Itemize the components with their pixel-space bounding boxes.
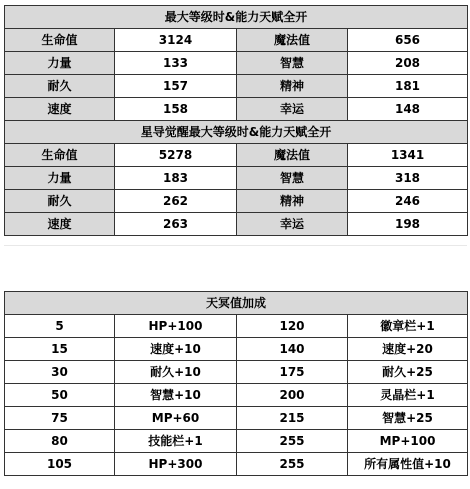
table-row xyxy=(5,384,468,407)
bonus-value: 速度+20 xyxy=(348,338,468,361)
threshold-value: 75 xyxy=(5,407,115,430)
stat-label: 生命值 xyxy=(5,144,115,167)
stat-value: 656 xyxy=(348,29,468,52)
stat-label: 智慧 xyxy=(237,52,348,75)
stat-label: 速度 xyxy=(5,98,115,121)
stat-label: 幸运 xyxy=(237,98,348,121)
table-row xyxy=(5,167,468,190)
table-row xyxy=(5,29,468,52)
threshold-value: 50 xyxy=(5,384,115,407)
stat-label: 幸运 xyxy=(237,213,348,236)
table-row xyxy=(5,453,468,476)
stat-value: 198 xyxy=(348,213,468,236)
bonus-value: 速度+10 xyxy=(115,338,237,361)
header-cell: 星导觉醒最大等级时&能力天赋全开 xyxy=(5,121,468,144)
tianming-bonus-table xyxy=(4,291,468,476)
bonus-value: 徽章栏+1 xyxy=(348,315,468,338)
table-row xyxy=(5,190,468,213)
stat-value: 318 xyxy=(348,167,468,190)
stat-value: 262 xyxy=(115,190,237,213)
stat-value: 3124 xyxy=(115,29,237,52)
bonus-value: 技能栏+1 xyxy=(115,430,237,453)
bonus-value: MP+100 xyxy=(348,430,468,453)
stat-label: 力量 xyxy=(5,167,115,190)
threshold-value: 255 xyxy=(237,430,348,453)
stat-label: 魔法值 xyxy=(237,29,348,52)
bonus-value: 智慧+25 xyxy=(348,407,468,430)
stat-value: 1341 xyxy=(348,144,468,167)
threshold-value: 80 xyxy=(5,430,115,453)
bonus-value: 灵晶栏+1 xyxy=(348,384,468,407)
table-row xyxy=(5,98,468,121)
stat-label: 精神 xyxy=(237,190,348,213)
header-cell: 天冥值加成 xyxy=(5,292,468,315)
threshold-value: 140 xyxy=(237,338,348,361)
stat-value: 133 xyxy=(115,52,237,75)
threshold-value: 175 xyxy=(237,361,348,384)
bonus-value: 耐久+10 xyxy=(115,361,237,384)
table-row xyxy=(5,430,468,453)
threshold-value: 15 xyxy=(5,338,115,361)
bonus-value: 智慧+10 xyxy=(115,384,237,407)
stat-value: 148 xyxy=(348,98,468,121)
stat-value: 263 xyxy=(115,213,237,236)
table-row xyxy=(5,52,468,75)
stat-label: 速度 xyxy=(5,213,115,236)
stat-value: 181 xyxy=(348,75,468,98)
stat-label: 智慧 xyxy=(237,167,348,190)
threshold-value: 215 xyxy=(237,407,348,430)
table-row xyxy=(5,315,468,338)
section-header-max-level xyxy=(5,6,468,29)
table-row xyxy=(5,361,468,384)
stat-value: 158 xyxy=(115,98,237,121)
bonus-value: HP+100 xyxy=(115,315,237,338)
bonus-value: 所有属性值+10 xyxy=(348,453,468,476)
table-row xyxy=(5,407,468,430)
bonus-value: HP+300 xyxy=(115,453,237,476)
threshold-value: 30 xyxy=(5,361,115,384)
section-header-star-awakening xyxy=(5,121,468,144)
stat-value: 5278 xyxy=(115,144,237,167)
table-row xyxy=(5,213,468,236)
stat-label: 精神 xyxy=(237,75,348,98)
threshold-value: 5 xyxy=(5,315,115,338)
stat-value: 208 xyxy=(348,52,468,75)
threshold-value: 200 xyxy=(237,384,348,407)
threshold-value: 255 xyxy=(237,453,348,476)
threshold-value: 105 xyxy=(5,453,115,476)
stat-value: 183 xyxy=(115,167,237,190)
stat-label: 耐久 xyxy=(5,75,115,98)
bonus-value: MP+60 xyxy=(115,407,237,430)
stat-value: 157 xyxy=(115,75,237,98)
table-row xyxy=(5,75,468,98)
stat-label: 生命值 xyxy=(5,29,115,52)
table-row xyxy=(5,144,468,167)
table-row xyxy=(5,338,468,361)
section-header-tianming xyxy=(5,292,468,315)
threshold-value: 120 xyxy=(237,315,348,338)
stat-value: 246 xyxy=(348,190,468,213)
stat-label: 魔法值 xyxy=(237,144,348,167)
stat-label: 力量 xyxy=(5,52,115,75)
stats-table xyxy=(4,5,468,236)
stat-label: 耐久 xyxy=(5,190,115,213)
faint-gridline xyxy=(4,245,467,246)
bonus-value: 耐久+25 xyxy=(348,361,468,384)
header-cell: 最大等级时&能力天赋全开 xyxy=(5,6,468,29)
